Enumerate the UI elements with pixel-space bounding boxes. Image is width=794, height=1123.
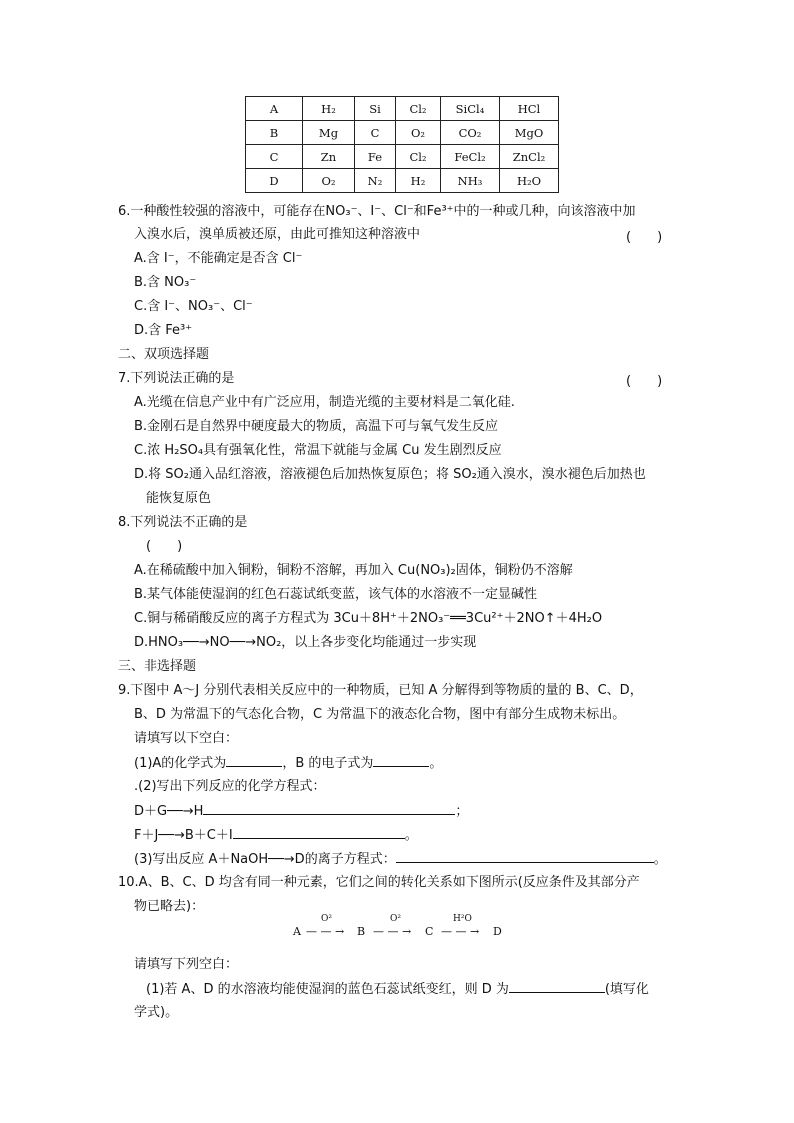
- q7-option-d-line2: 能恢复原色: [146, 491, 212, 506]
- table-cell: N₂: [355, 169, 396, 193]
- q9-fill-instruction: 请填写以下空白：: [134, 731, 239, 746]
- q9-part1-text-b: ，B 的电子式为: [282, 756, 374, 771]
- q7-option-d-line1: D.将 SO₂通入品红溶液，溶液褪色后加热恢复原色；将 SO₂通入溴水，溴水褪色后加热也: [134, 467, 646, 482]
- options-table: [245, 96, 559, 193]
- q8-option-b: B.某气体能使湿润的红色石蕊试纸变蓝，该气体的水溶液不一定显碱性: [134, 587, 538, 602]
- table-cell: C: [355, 121, 396, 145]
- table-row: [246, 121, 559, 145]
- q6-stem-line2: 入溴水后，溴单质被还原，由此可推知这种溶液中: [134, 227, 421, 242]
- q6-option-d: D.含 Fe³⁺: [134, 323, 193, 338]
- chain-o2-label-1: O²: [321, 914, 332, 924]
- table-cell: H₂: [396, 169, 441, 193]
- q9-part1-text-a: (1)A的化学式为: [134, 756, 227, 771]
- section-2-heading: 二、双项选择题: [118, 347, 210, 362]
- q7-stem: 7.下列说法正确的是: [118, 371, 235, 386]
- table-cell: Cl₂: [396, 97, 441, 121]
- q9-blank-reaction1[interactable]: [203, 802, 455, 815]
- q10-part1: [146, 980, 649, 999]
- q9-reaction2-text: F＋J──→B＋C＋I: [134, 828, 233, 843]
- q8-stem: 8.下列说法不正确的是: [118, 515, 248, 530]
- table-cell: Fe: [355, 145, 396, 169]
- q7-answer-paren: ( ): [626, 374, 663, 389]
- table-cell: A: [246, 97, 303, 121]
- q7-option-c: C.浓 H₂SO₄具有强氧化性，常温下就能与金属 Cu 发生剧烈反应: [134, 443, 502, 458]
- q9-part3-end: 。: [653, 852, 667, 867]
- chain-d: D: [493, 925, 502, 938]
- chain-o2-label-2: O²: [390, 914, 401, 924]
- q9-part1-text-c: 。: [429, 756, 443, 771]
- q9-reaction1-text: D＋G──→H: [134, 804, 204, 819]
- table-cell: Mg: [303, 121, 355, 145]
- chain-arrow-1: — — →: [306, 925, 345, 938]
- table-cell: H₂: [303, 97, 355, 121]
- q9-part3-text: (3)写出反应 A＋NaOH──→D的离子方程式：: [134, 852, 396, 867]
- q9-part3: [134, 850, 667, 869]
- table-cell: ZnCl₂: [500, 145, 559, 169]
- table-cell: Zn: [303, 145, 355, 169]
- chain-arrow-2: — — →: [373, 925, 412, 938]
- table-cell: Si: [355, 97, 396, 121]
- q9-stem-line1: 9.下图中 A～J 分别代表相关反应中的一种物质，已知 A 分解得到等物质的量的 B、C、D，: [118, 683, 643, 698]
- q10-stem-line1: 10.A、B、C、D 均含有同一种元素，它们之间的转化关系如下图所示(反应条件及其部分产: [118, 875, 640, 890]
- q7-option-b: B.金刚石是自然界中硬度最大的物质，高温下可与氧气发生反应: [134, 419, 499, 434]
- q9-blank-reaction2[interactable]: [233, 826, 405, 839]
- q10-part1-text-b: (填写化: [604, 982, 649, 997]
- q9-reaction1-end: ；: [455, 804, 469, 819]
- table-cell: SiCl₄: [441, 97, 500, 121]
- q8-option-d: D.HNO₃──→NO──→NO₂，以上各步变化均能通过一步实现: [134, 635, 477, 650]
- table-cell: C: [246, 145, 303, 169]
- table-cell: Cl₂: [396, 145, 441, 169]
- q10-part1-text: (1)若 A、D 的水溶液均能使湿润的蓝色石蕊试纸变红，则 D 为: [146, 982, 509, 997]
- table-cell: O₂: [303, 169, 355, 193]
- chain-arrow-3: — — →: [441, 925, 480, 938]
- section-3-heading: 三、非选择题: [118, 659, 197, 674]
- q9-part1: [134, 754, 442, 773]
- q9-reaction2-end: 。: [404, 828, 418, 843]
- q9-reaction1: [134, 802, 468, 821]
- q9-reaction2: [134, 826, 418, 845]
- table-cell: MgO: [500, 121, 559, 145]
- chain-c: C: [425, 925, 434, 938]
- table-cell: D: [246, 169, 303, 193]
- q6-option-c: C.含 I⁻、NO₃⁻、Cl⁻: [134, 299, 253, 314]
- chain-h2o-label: H²O: [453, 914, 472, 924]
- q10-stem-line2: 物已略去)：: [134, 899, 205, 914]
- q6-stem-line1: 6.一种酸性较强的溶液中，可能存在NO₃⁻、I⁻、Cl⁻和Fe³⁺中的一种或几种，向该溶液中加: [118, 204, 636, 219]
- chain-b: B: [357, 925, 366, 938]
- table-cell: NH₃: [441, 169, 500, 193]
- table-row: [246, 145, 559, 169]
- q9-blank-a-formula[interactable]: [226, 754, 282, 767]
- q8-option-c: C.铜与稀硝酸反应的离子方程式为 3Cu＋8H⁺＋2NO₃⁻══3Cu²⁺＋2NO↑＋4H₂O: [134, 611, 603, 626]
- q8-answer-paren: ( ): [146, 539, 183, 554]
- q8-option-a: A.在稀硫酸中加入铜粉，铜粉不溶解，再加入 Cu(NO₃)₂固体，铜粉仍不溶解: [134, 563, 573, 578]
- q6-option-b: B.含 NO₃⁻: [134, 275, 197, 290]
- q7-option-a: A.光缆在信息产业中有广泛应用，制造光缆的主要材料是二氧化硅.: [134, 395, 515, 410]
- table-cell: H₂O: [500, 169, 559, 193]
- table-cell: HCl: [500, 97, 559, 121]
- q9-part2: .(2)写出下列反应的化学方程式：: [134, 779, 326, 794]
- table-row: [246, 169, 559, 193]
- table-row: [246, 97, 559, 121]
- table-cell: FeCl₂: [441, 145, 500, 169]
- q6-option-a: A.含 I⁻，不能确定是否含 Cl⁻: [134, 251, 303, 266]
- q9-blank-ionic[interactable]: [396, 850, 654, 863]
- q10-fill-instruction: 请填写下列空白：: [134, 957, 239, 972]
- q9-blank-b-electron[interactable]: [373, 754, 429, 767]
- q10-blank-d[interactable]: [509, 980, 605, 993]
- q6-answer-paren: ( ): [626, 230, 663, 245]
- table-cell: O₂: [396, 121, 441, 145]
- table-cell: CO₂: [441, 121, 500, 145]
- table-cell: B: [246, 121, 303, 145]
- chain-a: A: [293, 925, 301, 938]
- q10-part1-cont: 学式)。: [134, 1005, 179, 1020]
- q9-stem-line2: B、D 为常温下的气态化合物，C 为常温下的液态化合物，图中有部分生成物未标出。: [134, 707, 626, 722]
